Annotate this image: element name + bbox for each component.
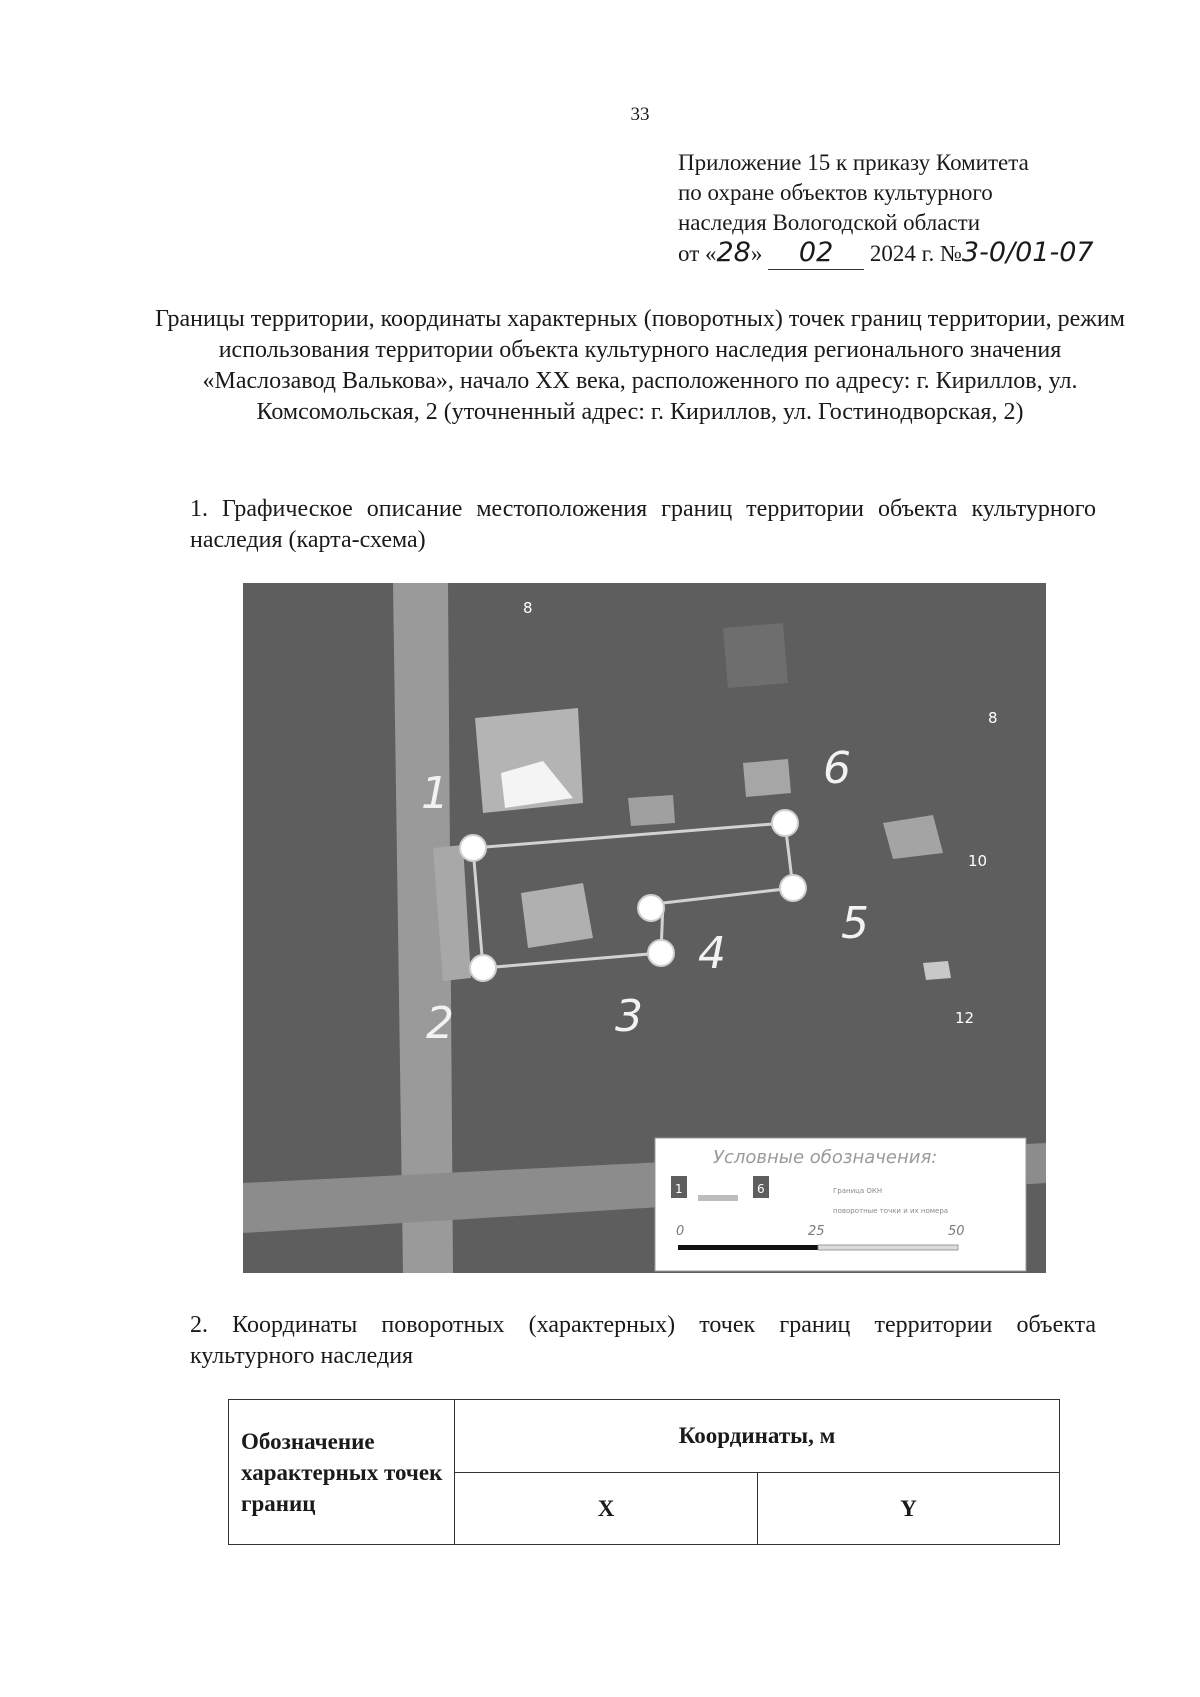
legend-point-number-1: 1 — [675, 1182, 683, 1196]
legend-boundary-swatch — [698, 1195, 738, 1201]
scale-label-0: 0 — [676, 1224, 685, 1239]
building-center — [521, 883, 593, 948]
scale-label-50: 50 — [948, 1224, 965, 1239]
house-number-10: 10 — [968, 852, 988, 870]
annex-header — [678, 148, 1094, 270]
point-label-2: 2 — [426, 998, 454, 1049]
annex-line-3: наследия Вологодской области — [678, 210, 981, 235]
month-field — [768, 238, 864, 270]
building-east — [883, 815, 943, 859]
building-small-2 — [743, 759, 791, 797]
scale-bar-light — [818, 1245, 958, 1250]
scale-label-25: 25 — [808, 1224, 825, 1239]
point-label-5: 5 — [841, 898, 869, 949]
handwritten-month: 02 — [798, 237, 834, 268]
map-legend — [655, 1138, 1026, 1271]
turning-point-6 — [772, 810, 798, 836]
turning-point-2 — [470, 955, 496, 981]
page-number: 33 — [630, 104, 650, 125]
building-northeast — [723, 623, 788, 688]
date-mid: » — [750, 241, 763, 266]
date-prefix: от « — [678, 241, 717, 266]
section-1-heading: 1. Графическое описание местоположения границ территории объекта культурного наследия (карта-схема) — [190, 496, 1096, 553]
handwritten-number: 3-0/01-07 — [961, 237, 1094, 268]
building-small-1 — [628, 795, 675, 826]
point-label-1: 1 — [421, 768, 449, 819]
point-label-6: 6 — [823, 743, 851, 794]
legend-note-boundary: Граница ОКН — [833, 1187, 883, 1195]
annex-line-1: Приложение 15 к приказу Комитета — [678, 150, 1029, 175]
section-2-heading: 2. Координаты поворотных (характерных) точек границ территории объекта культурного наследия — [190, 1312, 1096, 1369]
handwritten-day: 28 — [716, 237, 751, 268]
legend-point-number-6: 6 — [757, 1182, 765, 1196]
point-label-3: 3 — [615, 991, 643, 1042]
coordinates-table — [228, 1399, 1060, 1545]
house-number-12: 12 — [955, 1009, 975, 1027]
legend-title: Условные обозначения: — [713, 1147, 938, 1168]
building-small-3 — [923, 961, 951, 980]
date-year: 2024 г. № — [869, 241, 962, 266]
table-header-x: X — [455, 1473, 758, 1545]
annex-date-line — [678, 238, 1094, 270]
scale-bar-dark — [678, 1245, 818, 1250]
table-header-y: Y — [758, 1473, 1060, 1545]
turning-point-3 — [648, 940, 674, 966]
house-number-8-east: 8 — [988, 709, 998, 727]
point-label-4: 4 — [698, 928, 726, 979]
boundary-map — [243, 583, 1046, 1273]
turning-point-4 — [638, 895, 664, 921]
annex-line-2: по охране объектов культурного — [678, 180, 993, 205]
legend-note-points: поворотные точки и их номера — [833, 1207, 949, 1215]
table-header-points: Обозначение характерных точек границ — [229, 1400, 455, 1545]
turning-point-5 — [780, 875, 806, 901]
table-header-coordinates: Координаты, м — [455, 1400, 1060, 1473]
house-number-8-north: 8 — [523, 599, 533, 617]
turning-point-1 — [460, 835, 486, 861]
document-title: Границы территории, координаты характерных (поворотных) точек границ территории, режим использования территории объекта культурного наследия регионального значения «Маслозавод Валькова», начало XX века, расположенного по адресу: г. Кириллов, ул. Комсомольская, 2 (уточненный адрес: г. Кириллов, ул. Гостинодворская, 2) — [155, 306, 1125, 425]
